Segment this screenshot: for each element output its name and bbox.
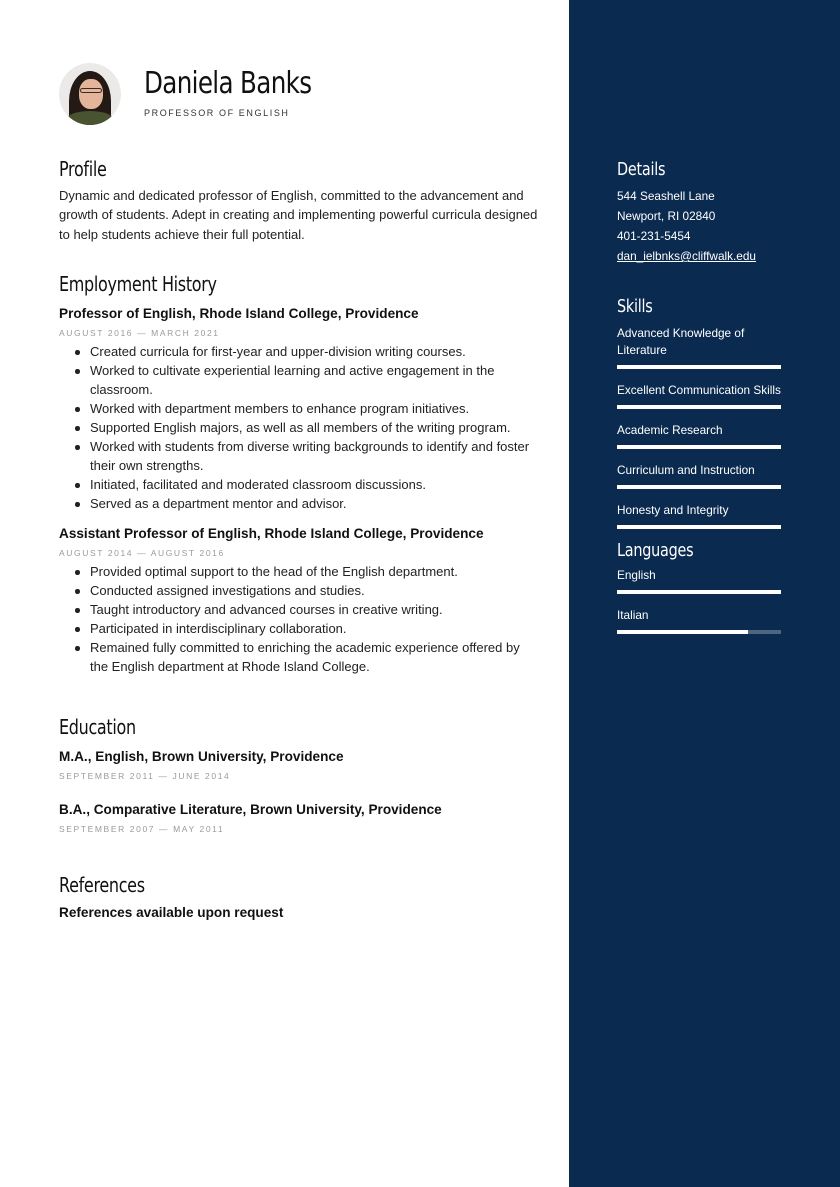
job-bullet: Participated in interdisciplinary collaboration.	[90, 619, 539, 638]
skill-level-bar	[617, 405, 781, 409]
language-level-fill	[617, 630, 748, 634]
details-section	[617, 158, 781, 266]
references-text: References available upon request	[59, 905, 284, 920]
skill-level-bar	[617, 445, 781, 449]
language-level-bar	[617, 590, 781, 594]
avatar-glasses	[80, 88, 102, 93]
details-heading: Details	[617, 159, 666, 180]
language-item	[617, 607, 781, 634]
job-bullet: Worked to cultivate experiential learning and active engagement in the classroom.	[90, 361, 539, 399]
job-bullet: Served as a department mentor and advisor.	[90, 494, 539, 513]
languages-heading: Languages	[617, 540, 694, 561]
skill-label: Curriculum and Instruction	[617, 463, 755, 477]
language-item	[617, 567, 781, 594]
job-title: PROFESSOR OF ENGLISH	[144, 108, 290, 118]
job-bullet: Supported English majors, as well as all members of the writing program.	[90, 418, 539, 437]
skill-level-fill	[617, 445, 781, 449]
job-bullets	[59, 342, 539, 513]
skill-item	[617, 422, 781, 449]
avatar-face	[79, 79, 103, 109]
references-heading: References	[59, 873, 145, 897]
name-block	[144, 66, 348, 118]
job-entry	[59, 525, 539, 676]
job-entry	[59, 305, 539, 513]
skill-label: Excellent Communication Skills	[617, 383, 781, 397]
employment-heading: Employment History	[59, 272, 217, 296]
skill-level-fill	[617, 365, 781, 369]
education-degree: B.A., Comparative Literature, Brown University, Providence	[59, 802, 442, 817]
job-bullet: Initiated, facilitated and moderated classroom discussions.	[90, 475, 539, 494]
education-entry	[59, 801, 539, 834]
phone: 401-231-5454	[617, 229, 691, 243]
education-entry	[59, 748, 539, 781]
skill-level-fill	[617, 405, 781, 409]
skill-level-bar	[617, 365, 781, 369]
skill-item	[617, 502, 781, 529]
language-level-bar	[617, 630, 781, 634]
languages-section	[617, 539, 781, 647]
address-line-1: 544 Seashell Lane	[617, 189, 715, 203]
language-level-fill	[617, 590, 781, 594]
skill-level-bar	[617, 525, 781, 529]
job-bullet: Taught introductory and advanced courses in creative writing.	[90, 600, 539, 619]
profile-text: Dynamic and dedicated professor of English, committed to the advancement and growth of students. Adept in creating and implementing powerful curricula designed to help students achieve their full potential.	[59, 188, 538, 242]
education-degree: M.A., English, Brown University, Providence	[59, 749, 344, 764]
employment-section	[59, 271, 539, 676]
person-name: Daniela Banks	[144, 66, 312, 101]
job-bullet: Remained fully committed to enriching the academic experience offered by the English department at Rhode Island College.	[90, 638, 539, 676]
job-bullet: Conducted assigned investigations and studies.	[90, 581, 539, 600]
avatar	[59, 63, 121, 125]
email-link[interactable]: dan_ielbnks@cliffwalk.edu	[617, 249, 756, 263]
job-bullet: Worked with students from diverse writing backgrounds to identify and foster their own strengths.	[90, 437, 539, 475]
education-section	[59, 714, 539, 834]
skills-heading: Skills	[617, 296, 653, 317]
job-title: Assistant Professor of English, Rhode Island College, Providence	[59, 526, 484, 541]
job-bullet: Provided optimal support to the head of the English department.	[90, 562, 539, 581]
education-dates: SEPTEMBER 2007 — MAY 2011	[59, 824, 225, 834]
resume-header	[59, 63, 348, 125]
skill-level-fill	[617, 525, 781, 529]
skill-item	[617, 325, 781, 369]
language-label: English	[617, 568, 656, 582]
avatar-shirt	[65, 111, 115, 125]
job-bullet: Worked with department members to enhance program initiatives.	[90, 399, 539, 418]
job-dates: AUGUST 2014 — AUGUST 2016	[59, 548, 225, 558]
references-section	[59, 872, 539, 920]
skill-item	[617, 462, 781, 489]
skill-item	[617, 382, 781, 409]
skill-level-fill	[617, 485, 781, 489]
skill-label: Honesty and Integrity	[617, 503, 729, 517]
education-heading: Education	[59, 715, 136, 739]
job-dates: AUGUST 2016 — MARCH 2021	[59, 328, 220, 338]
skill-level-bar	[617, 485, 781, 489]
profile-section	[59, 156, 539, 244]
address-line-2: Newport, RI 02840	[617, 209, 716, 223]
profile-heading: Profile	[59, 157, 107, 181]
skill-label: Advanced Knowledge of Literature	[617, 326, 745, 357]
education-dates: SEPTEMBER 2011 — JUNE 2014	[59, 771, 231, 781]
skill-label: Academic Research	[617, 423, 723, 437]
job-bullets	[59, 562, 539, 676]
job-title: Professor of English, Rhode Island College, Providence	[59, 306, 419, 321]
job-bullet: Created curricula for first-year and upper-division writing courses.	[90, 342, 539, 361]
skills-section	[617, 295, 781, 542]
language-label: Italian	[617, 608, 649, 622]
